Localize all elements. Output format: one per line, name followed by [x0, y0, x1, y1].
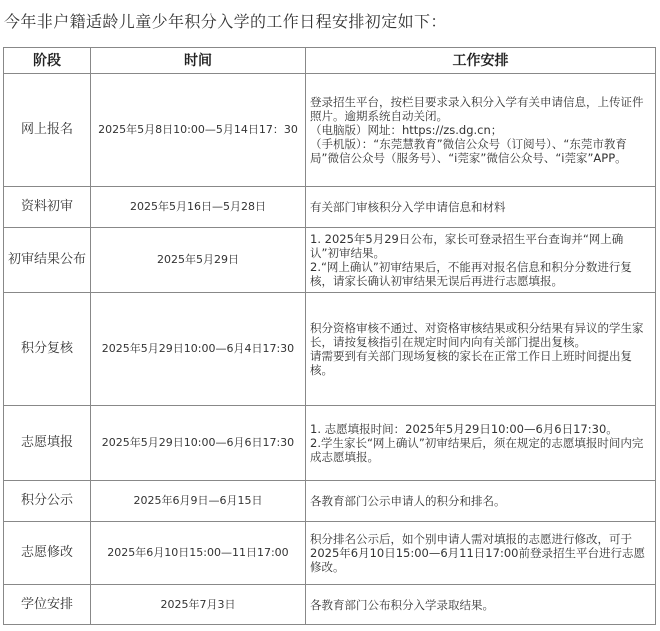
work-line: 积分排名公示后，如个别申请人需对填报的志愿进行修改，可于2025年6月10日15:00—6月11日17:00前登录招生平台进行志愿修改。 [310, 532, 645, 574]
table-header-row [4, 48, 656, 74]
work-line: 2.学生家长“网上确认”初审结果后，须在规定的志愿填报时间内完成志愿填报。 [310, 436, 644, 464]
time-cell: 2025年5月16日—5月28日 [91, 187, 306, 228]
work-line: 请需要到有关部门现场复核的家长在正常工作日上班时间提出复核。 [310, 349, 632, 377]
table-row [4, 585, 656, 625]
work-cell [306, 522, 656, 585]
time-cell: 2025年5月29日10:00—6月4日17:30 [91, 293, 306, 406]
work-cell [306, 481, 656, 522]
table-row [4, 481, 656, 522]
work-cell [306, 585, 656, 625]
table-row [4, 187, 656, 228]
work-cell [306, 406, 656, 481]
stage-cell: 资料初审 [4, 187, 91, 228]
stage-cell: 初审结果公布 [4, 228, 91, 293]
time-cell: 2025年6月9日—6月15日 [91, 481, 306, 522]
work-line: 各教育部门公示申请人的积分和排名。 [310, 494, 506, 508]
work-cell [306, 228, 656, 293]
work-line: 有关部门审核积分入学申请信息和材料 [310, 200, 506, 214]
table-row [4, 74, 656, 187]
page-title: 今年非户籍适龄儿童少年积分入学的工作日程安排初定如下： [4, 12, 447, 31]
work-line: 登录招生平台，按栏目要求录入积分入学有关申请信息，上传证件照片。逾期系统自动关闭。 [310, 95, 644, 123]
table-row [4, 293, 656, 406]
work-line: 积分资格审核不通过、对资格审核结果或积分结果有异议的学生家长，请按复核指引在规定时间内向有关部门提出复核。 [310, 321, 644, 349]
work-cell [306, 187, 656, 228]
time-cell: 2025年5月8日10:00—5月14日17：30 [91, 74, 306, 187]
stage-cell: 积分复核 [4, 293, 91, 406]
stage-cell: 网上报名 [4, 74, 91, 187]
header-time: 时间 [91, 48, 306, 74]
stage-cell: 志愿填报 [4, 406, 91, 481]
schedule-table [3, 47, 656, 625]
stage-cell: 积分公示 [4, 481, 91, 522]
work-cell [306, 293, 656, 406]
stage-cell: 学位安排 [4, 585, 91, 625]
table-row [4, 522, 656, 585]
time-cell: 2025年5月29日10:00—6月6日17:30 [91, 406, 306, 481]
work-line: （电脑版）网址：https://zs.dg.cn； [310, 123, 503, 137]
work-line: （手机版）：“东莞慧教育”微信公众号（订阅号）、“东莞市教育局”微信公众号（服务号）、“i莞家”微信公众号、“i莞家”APP。 [310, 137, 627, 165]
work-line: 各教育部门公布积分入学录取结果。 [310, 597, 494, 612]
header-work: 工作安排 [306, 48, 656, 74]
work-cell [306, 74, 656, 187]
header-stage: 阶段 [4, 48, 91, 74]
time-cell: 2025年5月29日 [91, 228, 306, 293]
time-cell: 2025年6月10日15:00—11日17:00 [91, 522, 306, 585]
table-row [4, 228, 656, 293]
table-row [4, 406, 656, 481]
work-line: 1. 志愿填报时间：2025年5月29日10:00—6月6日17:30。 [310, 422, 618, 436]
time-cell: 2025年7月3日 [91, 585, 306, 625]
stage-cell: 志愿修改 [4, 522, 91, 585]
work-line: 1. 2025年5月29日公布，家长可登录招生平台查询并“网上确认”初审结果。 [310, 232, 624, 260]
work-line: 2.“网上确认”初审结果后，不能再对报名信息和积分分数进行复核，请家长确认初审结果无误后再进行志愿填报。 [310, 260, 632, 288]
